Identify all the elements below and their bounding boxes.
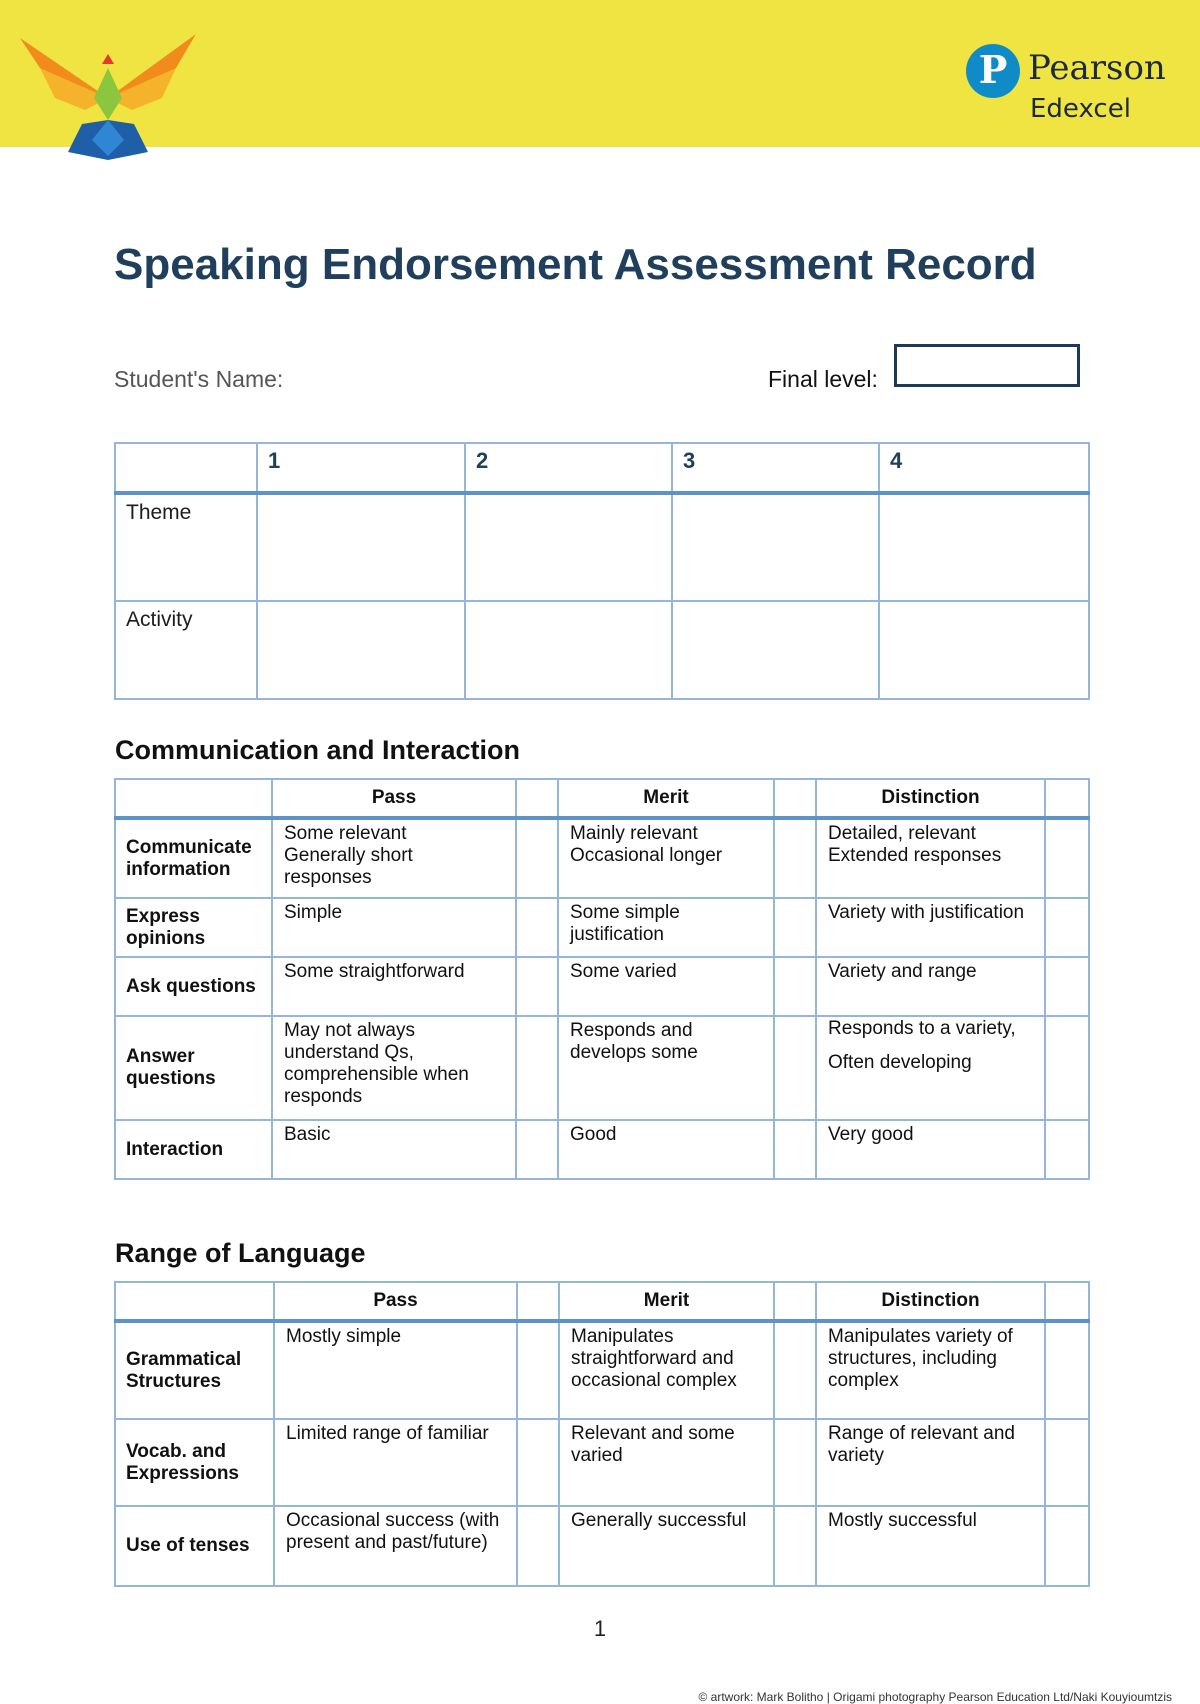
distinction-descriptor: Variety and range	[816, 957, 1045, 1016]
theme-cell[interactable]	[879, 493, 1089, 601]
communication-heading: Communication and Interaction	[115, 735, 521, 765]
row-label: Answer questions	[115, 1016, 272, 1120]
theme-cell[interactable]	[465, 493, 672, 601]
origami-bird-icon	[10, 28, 206, 160]
distinction-descriptor: Mostly successful	[816, 1506, 1045, 1586]
column-header: 4	[879, 443, 1089, 493]
merit-descriptor: Some varied	[558, 957, 774, 1016]
distinction-descriptor: Range of relevant and variety	[816, 1419, 1045, 1506]
pass-descriptor: May not always understand Qs, comprehensible when responds	[272, 1016, 516, 1120]
theme-cell[interactable]	[672, 493, 879, 601]
merit-check-cell[interactable]	[774, 1120, 816, 1179]
row-label: Interaction	[115, 1120, 272, 1179]
row-label-activity: Activity	[115, 601, 257, 699]
theme-activity-table	[114, 442, 1090, 700]
row-label-theme: Theme	[115, 493, 257, 601]
pass-descriptor: Some straightforward	[272, 957, 516, 1016]
activity-cell[interactable]	[879, 601, 1089, 699]
activity-cell[interactable]	[465, 601, 672, 699]
pearson-edexcel-logo	[966, 42, 1166, 132]
row-label: Express opinions	[115, 898, 272, 957]
communication-table	[114, 778, 1090, 1180]
column-header: 1	[257, 443, 465, 493]
distinction-descriptor: Very good	[816, 1120, 1045, 1179]
merit-header: Merit	[558, 779, 774, 818]
empty-header-cell	[115, 779, 272, 818]
empty-header-cell	[115, 1282, 274, 1321]
merit-check-cell[interactable]	[774, 1321, 816, 1419]
pass-descriptor: Some relevant Generally short responses	[272, 818, 516, 898]
row-label: Use of tenses	[115, 1506, 274, 1586]
merit-descriptor: Manipulates straightforward and occasional complex	[559, 1321, 774, 1419]
distinction-descriptor: Variety with justification	[816, 898, 1045, 957]
activity-cell[interactable]	[257, 601, 465, 699]
pass-descriptor: Simple	[272, 898, 516, 957]
pass-descriptor: Occasional success (with present and past/future)	[274, 1506, 517, 1586]
merit-check-cell[interactable]	[774, 818, 816, 898]
merit-descriptor: Generally successful	[559, 1506, 774, 1586]
student-name-label: Student's Name:	[114, 366, 284, 392]
merit-descriptor: Relevant and some varied	[559, 1419, 774, 1506]
merit-check-cell[interactable]	[774, 1506, 816, 1586]
pass-header: Pass	[274, 1282, 517, 1321]
distinction-check-header	[1045, 1282, 1089, 1321]
merit-check-header	[774, 779, 816, 818]
merit-check-cell[interactable]	[774, 898, 816, 957]
pearson-logo-icon: P	[966, 44, 1020, 98]
artwork-credit: © artwork: Mark Bolitho | Origami photography Pearson Education Ltd/Naki Kouyioumtzis	[698, 1690, 1172, 1704]
pass-check-cell[interactable]	[516, 1016, 558, 1120]
distinction-check-cell[interactable]	[1045, 1419, 1089, 1506]
distinction-check-cell[interactable]	[1045, 818, 1089, 898]
merit-descriptor: Good	[558, 1120, 774, 1179]
distinction-descriptor: Detailed, relevant Extended responses	[816, 818, 1045, 898]
pass-check-cell[interactable]	[516, 957, 558, 1016]
pass-check-header	[516, 779, 558, 818]
distinction-check-cell[interactable]	[1045, 1120, 1089, 1179]
pass-check-cell[interactable]	[516, 818, 558, 898]
merit-header: Merit	[559, 1282, 774, 1321]
distinction-header: Distinction	[816, 779, 1045, 818]
distinction-check-cell[interactable]	[1045, 1321, 1089, 1419]
merit-check-cell[interactable]	[774, 957, 816, 1016]
pass-check-cell[interactable]	[517, 1419, 559, 1506]
final-level-label: Final level:	[768, 366, 878, 392]
empty-header-cell	[115, 443, 257, 493]
pass-descriptor: Basic	[272, 1120, 516, 1179]
merit-check-cell[interactable]	[774, 1419, 816, 1506]
brand-name: Pearson	[1028, 48, 1166, 88]
merit-descriptor: Mainly relevant Occasional longer	[558, 818, 774, 898]
pass-descriptor: Mostly simple	[274, 1321, 517, 1419]
distinction-descriptor: Responds to a variety, Often developing	[816, 1016, 1045, 1120]
merit-check-header	[774, 1282, 816, 1321]
row-label: Communicate information	[115, 818, 272, 898]
row-label: Grammatical Structures	[115, 1321, 274, 1419]
brand-subname: Edexcel	[1030, 94, 1131, 124]
pass-check-cell[interactable]	[516, 1120, 558, 1179]
final-level-field[interactable]	[894, 344, 1080, 387]
theme-cell[interactable]	[257, 493, 465, 601]
pass-check-cell[interactable]	[517, 1321, 559, 1419]
page-title: Speaking Endorsement Assessment Record	[114, 240, 1037, 289]
distinction-descriptor: Manipulates variety of structures, including complex	[816, 1321, 1045, 1419]
distinction-check-header	[1045, 779, 1089, 818]
column-header: 2	[465, 443, 672, 493]
pass-check-cell[interactable]	[517, 1506, 559, 1586]
row-label: Vocab. and Expressions	[115, 1419, 274, 1506]
pass-descriptor: Limited range of familiar	[274, 1419, 517, 1506]
page-number: 1	[593, 1616, 607, 1641]
distinction-header: Distinction	[816, 1282, 1045, 1321]
range-heading: Range of Language	[115, 1238, 366, 1268]
column-header: 3	[672, 443, 879, 493]
distinction-check-cell[interactable]	[1045, 1506, 1089, 1586]
distinction-check-cell[interactable]	[1045, 1016, 1089, 1120]
distinction-check-cell[interactable]	[1045, 957, 1089, 1016]
activity-cell[interactable]	[672, 601, 879, 699]
row-label: Ask questions	[115, 957, 272, 1016]
range-table	[114, 1281, 1090, 1587]
merit-descriptor: Responds and develops some	[558, 1016, 774, 1120]
pass-header: Pass	[272, 779, 516, 818]
pass-check-header	[517, 1282, 559, 1321]
merit-descriptor: Some simple justification	[558, 898, 774, 957]
distinction-check-cell[interactable]	[1045, 898, 1089, 957]
pass-check-cell[interactable]	[516, 898, 558, 957]
merit-check-cell[interactable]	[774, 1016, 816, 1120]
